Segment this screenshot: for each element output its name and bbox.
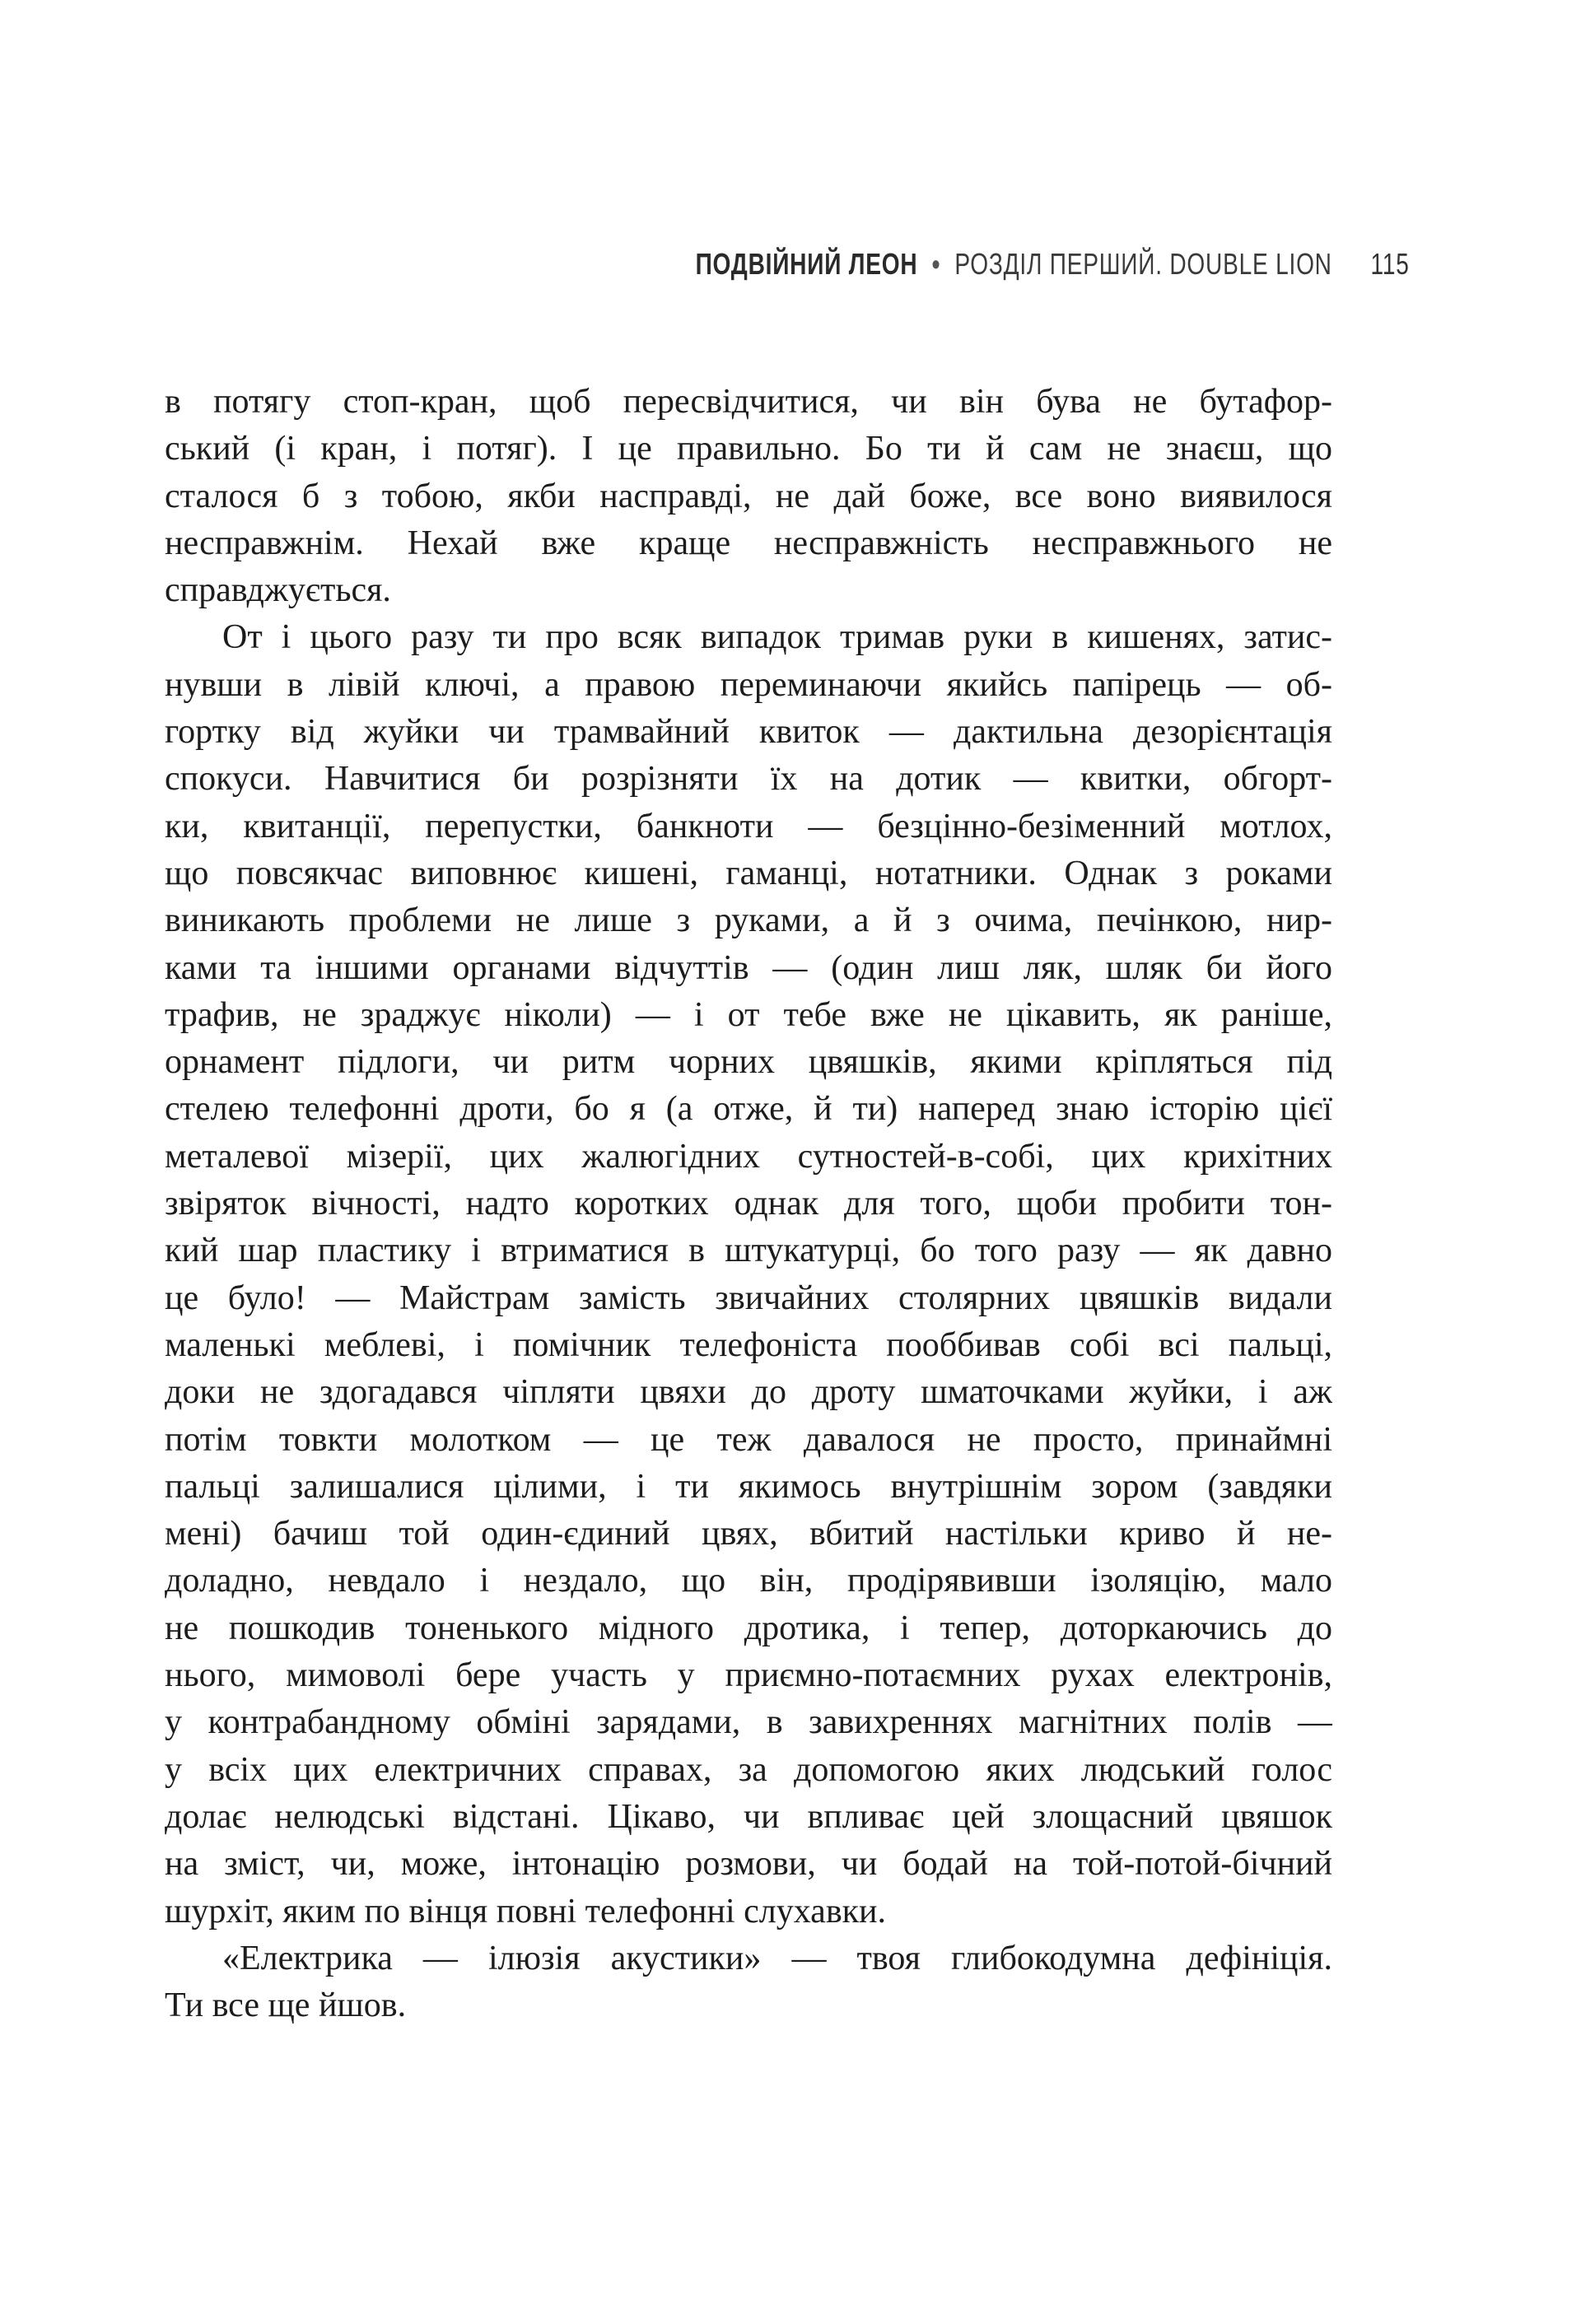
text-line: доки не здогадався чіпляти цвяхи до дроту шматочками жуйки, і аж	[165, 1373, 1332, 1412]
text-line: «Електрика — ілюзія акустики» — твоя глибокодумна дефініція.	[222, 1939, 1332, 1977]
text-line: маленькі меблеві, і помічник телефоніста пооббивав собі всі пальці,	[165, 1325, 1332, 1364]
text-line: нувши в лівій ключі, а правою переминаючи якийсь папірець — об-	[165, 665, 1332, 704]
text-line: кий шар пластику і втриматися в штукатурці, бо того разу — як давно	[165, 1232, 1332, 1270]
text-line: Ти все ще йшов.	[165, 1986, 407, 2025]
text-line: сталося б з тобою, якби насправді, не дай боже, все воно виявилося	[165, 477, 1332, 515]
text-line: у всіх цих електричних справах, за допомогою яких людський голос	[165, 1750, 1332, 1789]
text-line: шурхіт, яким по вінця повні телефонні слухавки.	[165, 1892, 887, 1930]
text-line: стелею телефонні дроти, бо я (а отже, й ти) наперед знаю історію цієї	[165, 1090, 1332, 1129]
text-line: на зміст, чи, може, інтонацію розмови, чи бодай на той-потой-бічний	[165, 1845, 1332, 1884]
text-line: орнамент підлоги, чи ритм чорних цвяшків, якими кріпляться під	[165, 1043, 1332, 1082]
text-line: металевої мізерії, цих жалюгідних сутностей-в-собі, цих крихітних	[165, 1137, 1332, 1176]
section-title: РОЗДІЛ ПЕРШИЙ. DOUBLE LION	[954, 247, 1333, 281]
header-separator: •	[931, 247, 941, 281]
running-head	[696, 247, 1410, 282]
page-number: 115	[1370, 247, 1410, 281]
text-line: несправжнім. Нехай вже краще несправжність несправжнього не	[165, 524, 1332, 562]
body-text	[165, 379, 1332, 2029]
text-line: От і цього разу ти про всяк випадок тримав руки в кишенях, затис-	[222, 618, 1332, 657]
text-line: трафив, не зраджує ніколи) — і от тебе вже не цікавить, як раніше,	[165, 995, 1332, 1034]
book-title: ПОДВІЙНИЙ ЛЕОН	[695, 247, 918, 281]
text-line: нього, мимоволі бере участь у приємно-потаємних рухах електронів,	[165, 1656, 1332, 1695]
text-line: звіряток вічності, надто коротких однак для того, щоби пробити тон-	[165, 1185, 1332, 1223]
text-line: у контрабандному обміні зарядами, в завихреннях магнітних полів —	[165, 1703, 1332, 1742]
text-line: ки, квитанції, перепустки, банкноти — безцінно-безіменний мотлох,	[165, 807, 1332, 845]
text-line: виникають проблеми не лише з руками, а й з очима, печінкою, нир-	[165, 901, 1332, 940]
text-line: потім товкти молотком — це теж давалося не просто, принаймні	[165, 1420, 1332, 1459]
text-line: ський (і кран, і потяг). І це правильно. Бо ти й сам не знаєш, що	[165, 430, 1332, 468]
text-line: пальці залишалися цілими, і ти якимось внутрішнім зором (завдяки	[165, 1467, 1332, 1506]
text-line: справджується.	[165, 571, 391, 610]
text-line: гортку від жуйки чи трамвайний квиток — дактильна дезорієнтація	[165, 713, 1332, 752]
text-line: доладно, невдало і нездало, що він, продірявивши ізоляцію, мало	[165, 1562, 1332, 1600]
text-line: долає нелюдські відстані. Цікаво, чи впливає цей злощасний цвяшок	[165, 1797, 1332, 1836]
text-line: це було! — Майстрам замість звичайних столярних цвяшків видали	[165, 1278, 1332, 1317]
text-line: ками та іншими органами відчуттів — (один лиш ляк, шляк би його	[165, 948, 1332, 987]
text-line: не пошкодив тоненького мідного дротика, і тепер, доторкаючись до	[165, 1609, 1332, 1647]
text-line: мені) бачиш той один-єдиний цвях, вбитий настільки криво й не-	[165, 1515, 1332, 1553]
text-line: спокуси. Навчитися би розрізняти їх на дотик — квитки, обгорт-	[165, 760, 1332, 799]
text-line: в потягу стоп-кран, щоб пересвідчитися, чи він бува не бутафор-	[165, 383, 1332, 421]
text-line: що повсякчас виповнює кишені, гаманці, нотатники. Однак з роками	[165, 854, 1332, 892]
